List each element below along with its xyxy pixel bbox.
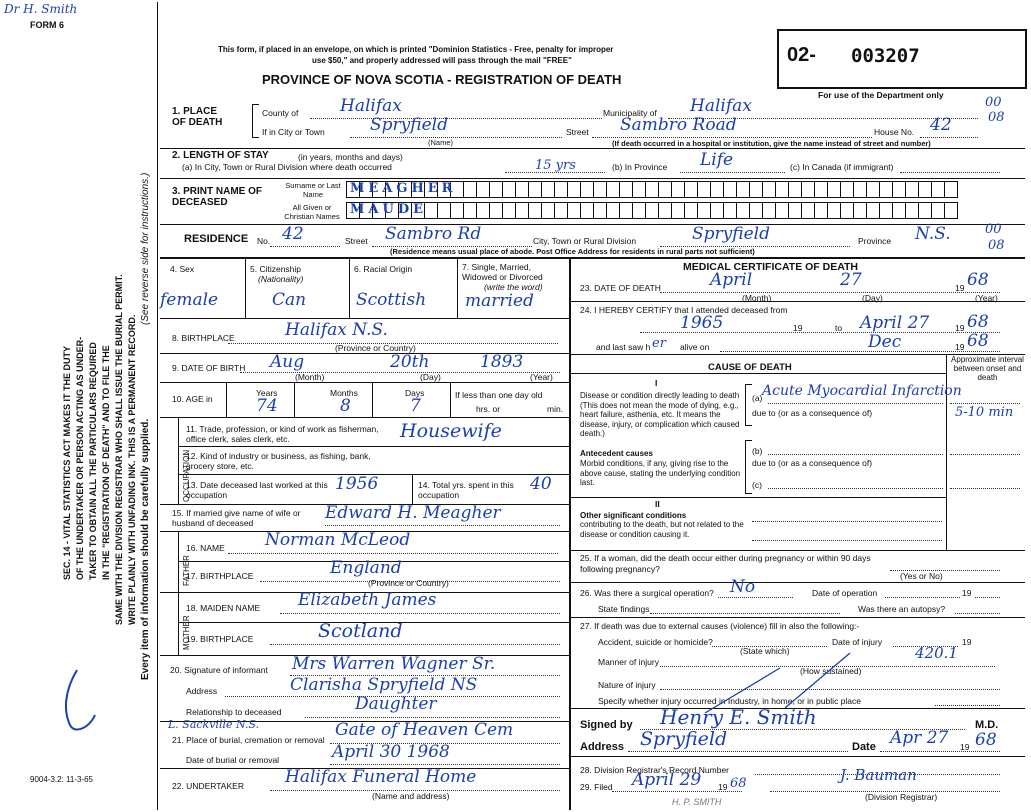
last-saw-year: 68 [967, 331, 989, 351]
cause-a-value: Acute Myocardial Infarction [762, 383, 962, 399]
statute-text-6: WRITE PLAINLY WITH UNFADING INK. THIS IS A PERMANENT RECORD. [127, 314, 137, 625]
reg-prefix: 02- [787, 44, 816, 66]
burial-date-label: Date of burial or removal [186, 755, 280, 765]
dod-day-caption: (Day) [862, 293, 883, 303]
due-to-label-2: due to (or as a consequence of) [752, 458, 873, 468]
autopsy-label: Was there an autopsy? [858, 604, 946, 614]
attended-to-year: 68 [967, 312, 989, 332]
last-saw-value: Dec [868, 332, 902, 352]
pregnancy-question: 25. If a woman, did the death occur either during pregnancy or within 90 days following pregnancy? [580, 553, 871, 574]
house-no-label: House No. [874, 127, 915, 137]
statute-text-4: IN THE "REGISTRATION OF DEATH" AND TO FILE THE [101, 345, 111, 580]
reg-number: 003207 [851, 45, 920, 67]
industry-label: 12. Kind of industry or business, as fishing, bank, grocery store, etc. [186, 451, 371, 471]
dob-year-caption: (Year) [530, 372, 553, 382]
burial-date-value: April 30 1968 [332, 742, 450, 762]
father-name-value: Norman McLeod [265, 530, 411, 550]
dod-year-caption: (Year) [975, 293, 998, 303]
cause-c-letter: (c) [752, 480, 762, 490]
father-section-label: FATHER [182, 555, 191, 586]
street-value: Sambro Road [620, 115, 737, 135]
statute-text-3: TAKER TO OBTAIN ALL THE PARTICULARS REQUIRED [88, 342, 98, 580]
last-saw-label: and last saw h [596, 342, 651, 352]
trade-label: 11. Trade, profession, or kind of work as fisherman, office clerk, sales clerk, etc. [186, 424, 379, 444]
registration-number-box [777, 29, 1027, 89]
other-conditions-label: Other significant conditions [580, 511, 687, 520]
racial-origin-label: 6. Racial Origin [354, 264, 413, 274]
stay-a-value: 15 yrs [535, 158, 576, 173]
supply-note: Every item of information should be carefully supplied. [140, 418, 151, 680]
attended-from-year-prefix: 19 [793, 323, 803, 333]
last-worked-label: 13. Date deceased last worked at this occupation [186, 480, 328, 500]
certify-label: 24. I HEREBY CERTIFY that I attended deceased from [580, 305, 788, 315]
relationship-value: Daughter [355, 694, 437, 714]
md-label: M.D. [975, 719, 999, 731]
burial-place-prefix: L. Sackville N.S. [168, 718, 260, 731]
residence-no-label: No. [257, 236, 271, 246]
dept-code-1: 00 [985, 95, 1002, 110]
maiden-name-label: 18. MAIDEN NAME [186, 603, 261, 613]
signed-by-value: Henry E. Smith [660, 705, 817, 729]
cause-a-letter: (a) [752, 393, 763, 403]
section-one-label: I [655, 378, 658, 388]
medical-certificate-title: MEDICAL CERTIFICATE OF DEATH [683, 261, 858, 273]
relationship-label: Relationship to deceased [186, 707, 282, 717]
informant-signature-label: 20. Signature of informant [170, 665, 268, 675]
dob-day: 20th [390, 352, 430, 372]
sex-label: 4. Sex [170, 264, 195, 274]
form-number: FORM 6 [30, 20, 65, 30]
dob-month-caption: (Month) [295, 372, 325, 382]
father-birthplace-label: 17. BIRTHPLACE [186, 571, 254, 581]
record-number-label: 28. Division Registrar's Record Number [580, 765, 730, 775]
residence-city-value: Spryfield [692, 224, 770, 244]
hrs-or-label: hrs. or [476, 404, 501, 414]
section-two-label: II [655, 499, 660, 509]
undertaker-label: 22. UNDERTAKER [172, 781, 244, 791]
birthplace-label: 8. BIRTHPLACE [172, 333, 235, 343]
county-value: Halifax [340, 96, 402, 116]
years-label: Years [256, 388, 278, 398]
stay-a-label: (a) In City, Town or Rural Division where death occurred [182, 162, 392, 172]
last-saw-year-prefix: 19 [955, 342, 965, 352]
residence-label: RESIDENCE [184, 233, 249, 245]
citizenship-sub: (Nationality) [258, 274, 304, 284]
undertaker-value: Halifax Funeral Home [285, 767, 477, 787]
birthplace-value: Halifax N.S. [285, 320, 388, 340]
certifier-address-label: Address [580, 741, 625, 753]
state-findings-label: State findings [598, 604, 650, 614]
informant-address-value: Clarisha Spryfield NS [290, 675, 478, 695]
left-margin-line [157, 2, 158, 810]
residence-note: (Residence means usual place of abode. Post Office Address for residents in rural parts not sufficient) [390, 247, 755, 256]
residence-province-value: N.S. [915, 224, 951, 244]
filed-label: 29. Filed [580, 782, 613, 792]
maiden-name-value: Elizabeth James [298, 590, 437, 610]
envelope-note-2: use $50," and properly addressed will pass through the mail "FREE" [312, 56, 572, 65]
residence-no-value: 42 [282, 224, 304, 244]
dept-code-2b: 08 [988, 238, 1005, 253]
statute-text-2: OF THE UNDERTAKER OR PERSON ACTING AS UNDER- [75, 336, 85, 580]
alive-on-label: alive on [680, 342, 710, 352]
surgery-question: 26. Was there a surgical operation? [580, 588, 714, 598]
marital-label: 7. Single, Married, Widowed or Divorced [462, 262, 543, 282]
length-of-stay-label: 2. LENGTH OF STAY [172, 150, 269, 161]
cause-a-interval: 5-10 min [955, 405, 1014, 420]
statute-text-1: SEC. 14 - VITAL STATISTICS ACT MAKES IT THE DUTY [62, 345, 72, 580]
date-of-death-year-prefix: 19 [955, 283, 965, 293]
residence-street-label: Street [345, 236, 368, 246]
less-than-day-label: If less than one day old [455, 390, 543, 400]
mother-section-label: MOTHER [182, 615, 191, 650]
date-of-death-year: 68 [967, 270, 989, 290]
certifier-date-label: Date [852, 741, 876, 753]
nature-label: Nature of injury [598, 680, 656, 690]
stay-b-label: (b) In Province [612, 162, 668, 172]
last-worked-value: 1956 [335, 474, 379, 494]
due-to-label-1: due to (or as a consequence of) [752, 408, 873, 418]
filed-year: 68 [730, 776, 747, 791]
place-of-death-label: 1. PLACE OF DEATH [172, 106, 223, 128]
total-years-label: 14. Total yrs. spent in this occupation [418, 480, 514, 500]
given-names-value: MAUDE [350, 202, 427, 217]
spouse-value: Edward H. Meagher [325, 503, 501, 523]
industry-question: Specify whether injury occurred in Industry, in home, or in public place [598, 696, 861, 706]
certifier-address-value: Spryfield [640, 728, 728, 750]
corner-note: Dr H. Smith [4, 2, 78, 16]
marital-sub: (write the word) [484, 282, 543, 292]
external-causes-question: 27. If death was due to external causes (violence) fill in also the following:- [580, 621, 860, 631]
burial-place-value: Gate of Heaven Cem [335, 720, 514, 740]
total-years-value: 40 [530, 474, 552, 494]
last-saw-pronoun: er [652, 336, 666, 351]
house-no-value: 42 [930, 115, 952, 135]
city-name-caption: (Name) [428, 138, 454, 147]
interval-label: Approximate interval between onset and death [951, 355, 1024, 382]
county-label: County of [262, 108, 299, 118]
trade-value: Housewife [400, 420, 502, 442]
mother-birthplace-value: Scotland [318, 620, 403, 642]
footer-code: 9004-3.2: 11-3-65 [30, 775, 94, 784]
manner-label: Manner of injury [598, 657, 659, 667]
accident-label: Accident, suicide or homicide? [598, 637, 713, 647]
street-label: Street [566, 127, 589, 137]
date-of-death-label: 23. DATE OF DEATH [580, 283, 661, 293]
filed-year-prefix: 19 [718, 782, 728, 792]
operation-year-prefix: 19 [962, 588, 972, 598]
municipality-value: Halifax [690, 96, 752, 116]
certifier-date-year-prefix: 19 [960, 742, 970, 752]
date-of-death-month: April [710, 270, 753, 290]
undertaker-caption: (Name and address) [372, 791, 450, 801]
attended-to-label: to [835, 323, 843, 333]
dod-month-caption: (Month) [742, 293, 772, 303]
antecedent-note: Morbid conditions, if any, giving rise to the above cause, stating the underlying condition last. [580, 459, 741, 487]
stay-b-value: Life [700, 150, 734, 170]
cause-b-letter: (b) [752, 446, 763, 456]
city-label: If in City or Town [262, 127, 325, 137]
date-of-death-day: 27 [840, 270, 862, 290]
days-label: Days [405, 388, 425, 398]
yes-no-caption: (Yes or No) [900, 571, 943, 581]
informant-address-label: Address [186, 686, 218, 696]
residence-street-value: Sambro Rd [385, 224, 482, 244]
given-names-boxes [347, 202, 958, 219]
city-value: Spryfield [370, 115, 448, 135]
stay-c-label: (c) In Canada (if immigrant) [790, 162, 894, 172]
municipality-label: Municipality of [603, 108, 657, 118]
certifier-date-value: Apr 27 [890, 728, 949, 748]
dob-year: 1893 [480, 352, 524, 372]
dob-day-caption: (Day) [420, 372, 441, 382]
hospital-note: (If death occurred in a hospital or institution, give the name instead of street and number) [612, 139, 931, 148]
spouse-label: 15. If married give name of wife or husband of deceased [172, 508, 301, 528]
citizenship-label: 5. Citizenship [250, 264, 302, 274]
registrar-signature: J. Bauman [840, 766, 917, 784]
operation-date-label: Date of operation [812, 588, 878, 598]
registrar-stamp: H. P. SMITH [672, 797, 722, 807]
other-conditions-note: contributing to the death, but not related to the disease or condition causing it. [580, 520, 744, 539]
injury-year-prefix: 19 [962, 637, 972, 647]
instructions-note: (See reverse side for instructions.) [140, 172, 151, 325]
age-months-value: 8 [340, 396, 351, 416]
dept-code-2: 00 [985, 222, 1002, 237]
envelope-note-1: This form, if placed in an envelope, on which is printed "Dominion Statistics - Free, penalty for improper [218, 45, 614, 54]
form-title: PROVINCE OF NOVA SCOTIA - REGISTRATION OF DEATH [262, 72, 622, 87]
dob-month: Aug [270, 352, 305, 372]
antecedent-label: Antecedent causes [580, 449, 653, 458]
statute-text-5: SAME WITH THE DIVISION REGISTRAR WHO SHALL ISSUE THE BURIAL PERMIT. [114, 274, 124, 625]
mother-birthplace-label: 19. BIRTHPLACE [186, 634, 254, 644]
dob-label: 9. DATE OF BIRTH [172, 363, 246, 373]
age-label: 10. AGE in [172, 394, 213, 404]
surgery-answer: No [730, 577, 756, 597]
check-mark-icon [55, 665, 105, 745]
dept-use-label: For use of the Department only [818, 90, 944, 100]
surname-label: Surname or Last Name [285, 181, 341, 199]
state-which-caption: (State which) [740, 646, 790, 656]
cause-of-death-title: CAUSE OF DEATH [708, 362, 792, 373]
surname-value: MEAGHER [350, 181, 457, 196]
given-names-label: All Given or Christian Names [284, 203, 340, 221]
print-name-label: 3. PRINT NAME OF DECEASED [172, 186, 263, 208]
citizenship-value: Can [272, 290, 307, 310]
birthplace-caption: (Province or Country) [335, 343, 416, 353]
injury-date-label: Date of injury [832, 637, 883, 647]
father-birthplace-value: England [330, 558, 402, 578]
father-birthplace-caption: (Province or Country) [368, 578, 449, 588]
occupation-section-label: OCCUPATION [182, 449, 191, 502]
immediate-cause-label: Disease or condition directly leading to death (This does not mean the mode of dying, e.g., heart failure, asthenia, etc. It means the disease, injury, or complication which caused death.) [580, 391, 740, 438]
months-label: Months [330, 388, 358, 398]
signed-by-label: Signed by [580, 719, 633, 731]
marital-value: married [465, 291, 534, 311]
min-label: min. [547, 404, 564, 414]
burial-place-label: 21. Place of burial, cremation or removal [172, 735, 325, 745]
informant-signature-value: Mrs Warren Wagner Sr. [292, 654, 496, 674]
age-days-value: 7 [410, 396, 421, 416]
dept-code-1b: 08 [988, 110, 1005, 125]
racial-origin-value: Scottish [356, 290, 427, 310]
attended-from-value: 1965 [680, 313, 724, 333]
attended-to-year-prefix: 19 [955, 323, 965, 333]
filed-value: April 29 [632, 770, 702, 790]
injury-code: 420.1 [915, 644, 958, 662]
age-years-value: 74 [256, 396, 278, 416]
registrar-caption: (Division Registrar) [865, 792, 938, 802]
length-of-stay-note: (in years, months and days) [298, 152, 403, 162]
certifier-date-year: 68 [975, 730, 997, 750]
father-name-label: 16. NAME [186, 543, 225, 553]
how-sustained-caption: (How sustained) [800, 666, 862, 676]
residence-city-label: City, Town or Rural Division [533, 236, 637, 246]
sex-value: female [160, 290, 219, 310]
attended-to-value: April 27 [860, 313, 930, 333]
residence-province-label: Province [858, 236, 892, 246]
